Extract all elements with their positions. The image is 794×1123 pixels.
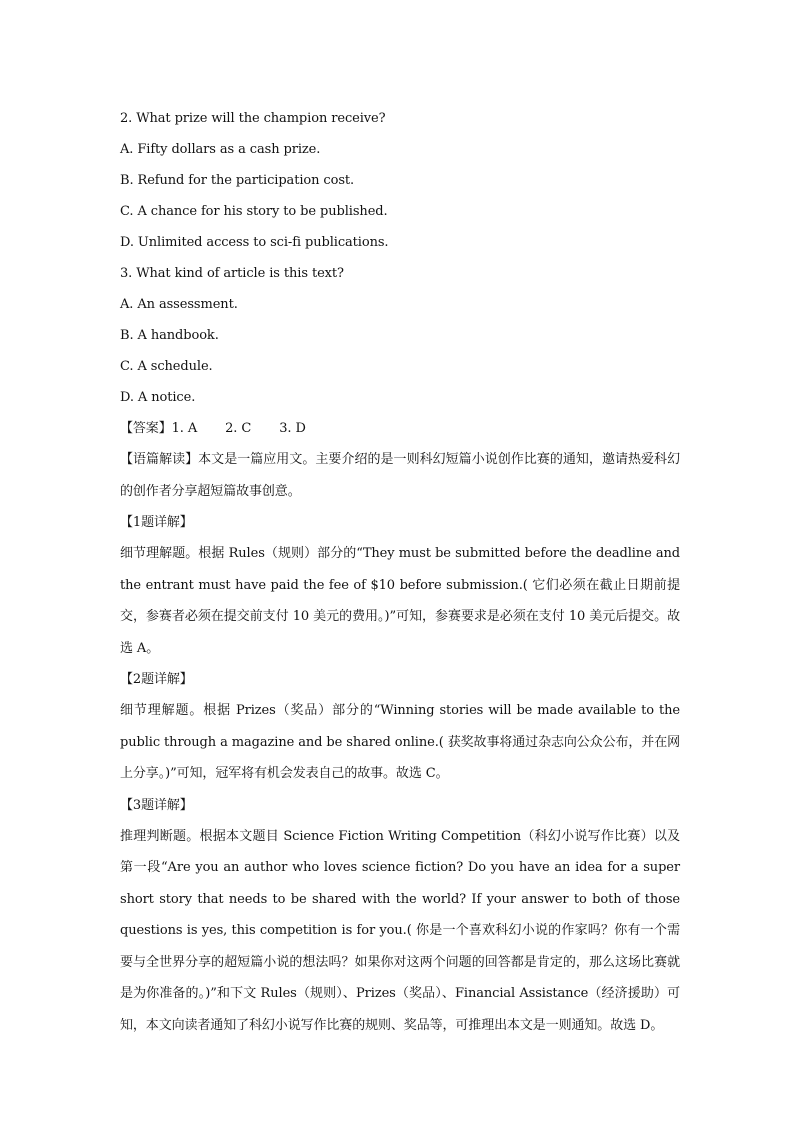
option-b: B. A handbook. bbox=[120, 328, 219, 343]
question-stem: 2. What prize will the champion receive? bbox=[120, 111, 386, 126]
passage-analysis-label: 【语篇解读】 bbox=[120, 452, 199, 467]
option-a: A. An assessment. bbox=[120, 297, 238, 312]
document-page bbox=[120, 103, 680, 1041]
detail-text: 细节理解题。根据 Prizes（奖品）部分的“Winning stories will be made available to the public through a magazine and be shared online.( 获奖故事将通过杂志向公众公布，并在网上分享。)”可知，冠军将有机会发表自己的故事。故选 C。 bbox=[120, 703, 680, 781]
answer-label: 【答案】 bbox=[120, 421, 172, 436]
answer-item: 3. D bbox=[279, 421, 306, 436]
detail-3 bbox=[120, 790, 680, 1042]
option-c: C. A chance for his story to be published. bbox=[120, 204, 388, 219]
passage-analysis-text: 本文是一篇应用文。主要介绍的是一则科幻短篇小说创作比赛的通知，邀请热爱科幻的创作者分享超短篇故事创意。 bbox=[120, 452, 680, 499]
option-c: C. A schedule. bbox=[120, 359, 213, 374]
option-d: D. Unlimited access to sci-fi publications. bbox=[120, 235, 389, 250]
detail-heading: 【1题详解】 bbox=[120, 515, 193, 530]
option-b: B. Refund for the participation cost. bbox=[120, 173, 355, 188]
detail-2 bbox=[120, 664, 680, 790]
answer-line bbox=[120, 413, 680, 444]
option-a: A. Fifty dollars as a cash prize. bbox=[120, 142, 321, 157]
question-2 bbox=[120, 103, 680, 258]
detail-heading: 【2题详解】 bbox=[120, 672, 193, 687]
passage-analysis bbox=[120, 444, 680, 507]
detail-1 bbox=[120, 507, 680, 664]
question-stem: 3. What kind of article is this text? bbox=[120, 266, 344, 281]
answer-item: 2. C bbox=[225, 421, 252, 436]
question-3 bbox=[120, 258, 680, 413]
detail-heading: 【3题详解】 bbox=[120, 797, 193, 813]
answer-item: 1. A bbox=[171, 421, 198, 436]
detail-text: 推理判断题。根据本文题目 Science Fiction Writing Competition（科幻小说写作比赛）以及第一段“Are you an author who loves science fiction? Do you have an idea for a super short story that needs to be shared with the world? If your answer to both of those questions is yes, this competition is for you.( 你是一个喜欢科幻小说的作家吗？你有一个需要与全世界分享的超短篇小说的想法吗？如果你对这两个问题的回答都是肯定的，那么这场比赛就是为你准备的。)”和下文 Rules（规则）、Prizes（奖品）、Financial Assistance（经济援助）可知，本文向读者通知了科幻小说写作比赛的规则、奖品等，可推理出本文是一则通知。故选 D。 bbox=[120, 828, 680, 1033]
detail-text: 细节理解题。根据 Rules（规则）部分的“They must be submitted before the deadline and the entrant must have paid the fee of $10 before submission.( 它们必须在截止日期前提交，参赛者必须在提交前支付 10 美元的费用。)”可知，参赛要求是必须在支付 10 美元后提交。故选 A。 bbox=[120, 546, 680, 656]
option-d: D. A notice. bbox=[120, 390, 196, 405]
